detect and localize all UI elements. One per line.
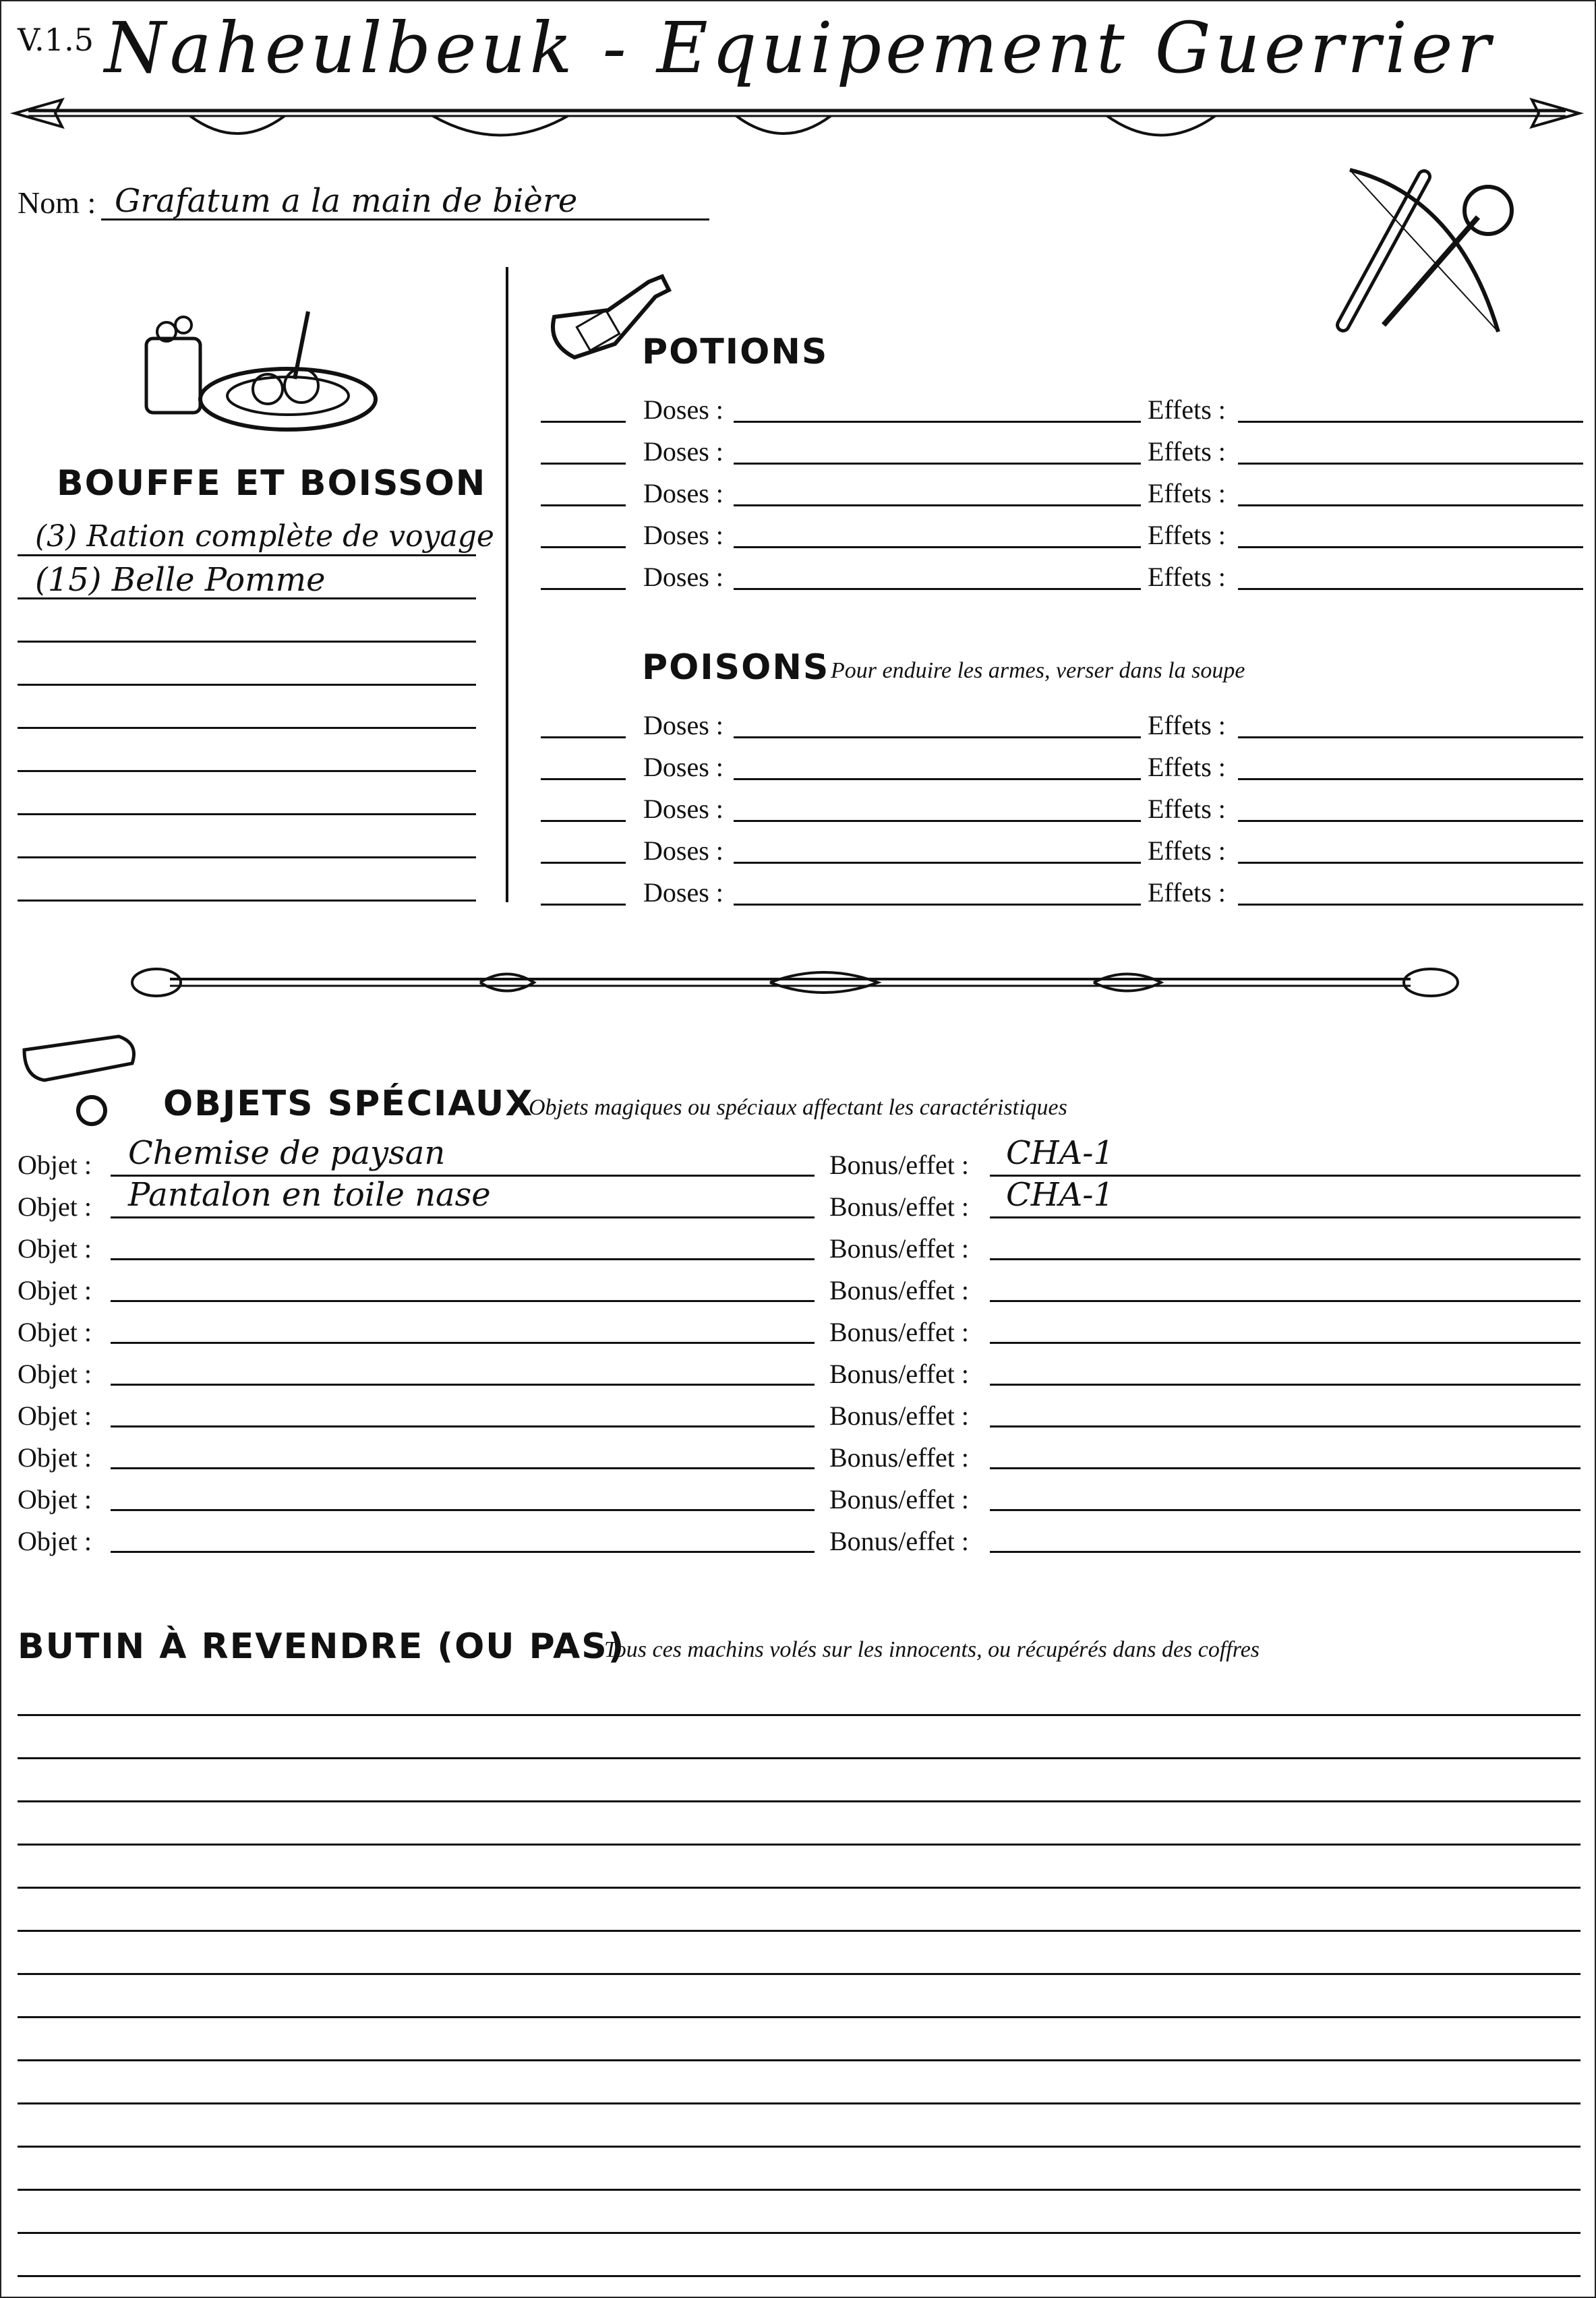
poison-effets-label: Effets : bbox=[1148, 710, 1226, 740]
potion-doses-label: Doses : bbox=[643, 478, 723, 508]
poison-effets-label: Effets : bbox=[1148, 752, 1226, 782]
objet-line bbox=[111, 1216, 815, 1218]
bonus-line[interactable] bbox=[990, 1300, 1580, 1302]
poison-effets-line[interactable] bbox=[1238, 736, 1583, 738]
bonus-line[interactable] bbox=[990, 1551, 1580, 1553]
bonus-line[interactable] bbox=[990, 1384, 1580, 1386]
loot-line[interactable] bbox=[18, 1844, 1580, 1846]
bonus-label: Bonus/effet : bbox=[829, 1442, 970, 1473]
potion-effets-label: Effets : bbox=[1148, 562, 1226, 592]
bonus-line[interactable] bbox=[990, 1342, 1580, 1344]
potion-dose-line[interactable] bbox=[541, 463, 626, 465]
weapons-icon bbox=[1323, 156, 1525, 345]
potions-heading: POTIONS bbox=[642, 332, 829, 372]
food-line bbox=[18, 770, 476, 772]
spear-divider-icon bbox=[15, 90, 1579, 144]
poison-doses-line[interactable] bbox=[734, 862, 1141, 864]
poison-doses-label: Doses : bbox=[643, 752, 723, 782]
name-line bbox=[101, 218, 709, 220]
special-subtitle: Objets magiques ou spéciaux affectant les caractéristiques bbox=[529, 1095, 1067, 1120]
poison-doses-label: Doses : bbox=[643, 835, 723, 866]
bonus-label: Bonus/effet : bbox=[829, 1317, 970, 1347]
poisons-heading: POISONS bbox=[642, 647, 830, 688]
loot-line[interactable] bbox=[18, 1887, 1580, 1889]
loot-line[interactable] bbox=[18, 1930, 1580, 1932]
poison-doses-label: Doses : bbox=[643, 794, 723, 824]
potion-effets-label: Effets : bbox=[1148, 436, 1226, 467]
poison-doses-label: Doses : bbox=[643, 877, 723, 908]
objet-label: Objet : bbox=[18, 1317, 92, 1347]
column-divider bbox=[506, 267, 508, 902]
poison-effets-label: Effets : bbox=[1148, 877, 1226, 908]
special-heading: OBJETS SPÉCIAUX bbox=[163, 1084, 534, 1124]
bonus-label: Bonus/effet : bbox=[829, 1359, 970, 1389]
potion-effets-label: Effets : bbox=[1148, 478, 1226, 508]
food-line bbox=[18, 597, 476, 599]
bonus-value[interactable]: CHA-1 bbox=[1006, 1176, 1115, 1214]
objet-label: Objet : bbox=[18, 1191, 92, 1222]
objet-line[interactable] bbox=[111, 1425, 815, 1427]
potion-doses-line[interactable] bbox=[734, 463, 1141, 465]
potion-effets-label: Effets : bbox=[1148, 520, 1226, 550]
poison-effets-label: Effets : bbox=[1148, 835, 1226, 866]
potion-doses-label: Doses : bbox=[643, 436, 723, 467]
poison-effets-label: Effets : bbox=[1148, 794, 1226, 824]
objet-label: Objet : bbox=[18, 1526, 92, 1556]
loot-line[interactable] bbox=[18, 2275, 1580, 2277]
page-title: Naheulbeuk - Equipement Guerrier bbox=[104, 7, 1495, 89]
bonus-line[interactable] bbox=[990, 1258, 1580, 1260]
poison-effets-line[interactable] bbox=[1238, 862, 1583, 864]
poison-dose-line[interactable] bbox=[541, 904, 626, 906]
objet-label: Objet : bbox=[18, 1275, 92, 1305]
poison-effets-line[interactable] bbox=[1238, 778, 1583, 780]
potion-dose-line[interactable] bbox=[541, 546, 626, 548]
objet-line[interactable] bbox=[111, 1258, 815, 1260]
loot-line[interactable] bbox=[18, 2102, 1580, 2104]
potion-dose-line[interactable] bbox=[541, 421, 626, 423]
potion-effets-line[interactable] bbox=[1238, 546, 1583, 548]
potion-effets-line[interactable] bbox=[1238, 463, 1583, 465]
food-line bbox=[18, 641, 476, 643]
loot-line[interactable] bbox=[18, 2059, 1580, 2061]
objet-value[interactable]: Pantalon en toile nase bbox=[128, 1176, 491, 1214]
bonus-line[interactable] bbox=[990, 1509, 1580, 1511]
objet-value[interactable]: Chemise de paysan bbox=[128, 1134, 446, 1172]
loot-heading: BUTIN À REVENDRE (OU PAS) bbox=[18, 1626, 626, 1667]
poison-doses-line[interactable] bbox=[734, 736, 1141, 738]
potion-doses-line[interactable] bbox=[734, 546, 1141, 548]
loot-line[interactable] bbox=[18, 1800, 1580, 1802]
objet-label: Objet : bbox=[18, 1359, 92, 1389]
food-item[interactable]: (3) Ration complète de voyage bbox=[35, 519, 494, 554]
bonus-line[interactable] bbox=[990, 1425, 1580, 1427]
potion-effets-line[interactable] bbox=[1238, 504, 1583, 506]
food-heading: BOUFFE ET BOISSON bbox=[57, 463, 487, 504]
poison-doses-line[interactable] bbox=[734, 778, 1141, 780]
objet-label: Objet : bbox=[18, 1233, 92, 1264]
potion-dose-line[interactable] bbox=[541, 504, 626, 506]
food-line bbox=[18, 813, 476, 815]
bonus-label: Bonus/effet : bbox=[829, 1191, 970, 1222]
objet-line[interactable] bbox=[111, 1551, 815, 1553]
potion-doses-line[interactable] bbox=[734, 588, 1141, 590]
objet-line[interactable] bbox=[111, 1384, 815, 1386]
loot-line[interactable] bbox=[18, 1757, 1580, 1759]
bonus-label: Bonus/effet : bbox=[829, 1484, 970, 1514]
potion-effets-label: Effets : bbox=[1148, 394, 1226, 425]
poison-dose-line[interactable] bbox=[541, 862, 626, 864]
poison-doses-label: Doses : bbox=[643, 710, 723, 740]
objet-label: Objet : bbox=[18, 1484, 92, 1514]
loot-subtitle: Tous ces machins volés sur les innocents, ou récupérés dans des coffres bbox=[604, 1637, 1260, 1662]
bonus-label: Bonus/effet : bbox=[829, 1150, 970, 1180]
potion-doses-line[interactable] bbox=[734, 504, 1141, 506]
bonus-line[interactable] bbox=[990, 1467, 1580, 1469]
potion-effets-line[interactable] bbox=[1238, 588, 1583, 590]
loot-line[interactable] bbox=[18, 1973, 1580, 1975]
poison-doses-line[interactable] bbox=[734, 904, 1141, 906]
name-label: Nom : bbox=[18, 185, 96, 220]
objet-label: Objet : bbox=[18, 1442, 92, 1473]
loot-line[interactable] bbox=[18, 2189, 1580, 2191]
bonus-label: Bonus/effet : bbox=[829, 1275, 970, 1305]
food-line bbox=[18, 727, 476, 729]
food-item[interactable]: (15) Belle Pomme bbox=[35, 561, 326, 599]
food-plate-icon bbox=[140, 305, 382, 440]
bonus-label: Bonus/effet : bbox=[829, 1401, 970, 1431]
potion-effets-line[interactable] bbox=[1238, 421, 1583, 423]
objet-label: Objet : bbox=[18, 1150, 92, 1180]
bonus-value[interactable]: CHA-1 bbox=[1006, 1134, 1115, 1172]
food-line bbox=[18, 554, 476, 556]
bonus-label: Bonus/effet : bbox=[829, 1526, 970, 1556]
poison-effets-line[interactable] bbox=[1238, 904, 1583, 906]
objet-line[interactable] bbox=[111, 1509, 815, 1511]
potion-doses-label: Doses : bbox=[643, 394, 723, 425]
loot-line[interactable] bbox=[18, 1714, 1580, 1716]
poison-dose-line[interactable] bbox=[541, 820, 626, 822]
objet-label: Objet : bbox=[18, 1401, 92, 1431]
food-line bbox=[18, 856, 476, 858]
version-label: V.1.5 bbox=[18, 22, 94, 58]
poison-dose-line[interactable] bbox=[541, 778, 626, 780]
poisons-subtitle: Pour enduire les armes, verser dans la soupe bbox=[831, 658, 1245, 683]
loot-line[interactable] bbox=[18, 2232, 1580, 2234]
objet-line[interactable] bbox=[111, 1467, 815, 1469]
loot-line[interactable] bbox=[18, 2146, 1580, 2148]
potion-doses-label: Doses : bbox=[643, 562, 723, 592]
objet-line[interactable] bbox=[111, 1342, 815, 1344]
objet-line[interactable] bbox=[111, 1300, 815, 1302]
bonus-label: Bonus/effet : bbox=[829, 1233, 970, 1264]
poison-doses-line[interactable] bbox=[734, 820, 1141, 822]
food-line bbox=[18, 684, 476, 686]
potion-doses-label: Doses : bbox=[643, 520, 723, 550]
name-value[interactable]: Grafatum a la main de bière bbox=[115, 182, 578, 220]
scroll-ring-icon bbox=[18, 1030, 152, 1131]
potion-doses-line[interactable] bbox=[734, 421, 1141, 423]
potion-dose-line[interactable] bbox=[541, 588, 626, 590]
loot-line[interactable] bbox=[18, 2016, 1580, 2018]
food-line bbox=[18, 900, 476, 902]
poison-dose-line[interactable] bbox=[541, 736, 626, 738]
bonus-line bbox=[990, 1216, 1580, 1218]
staff-divider-icon bbox=[129, 959, 1465, 1006]
poison-effets-line[interactable] bbox=[1238, 820, 1583, 822]
